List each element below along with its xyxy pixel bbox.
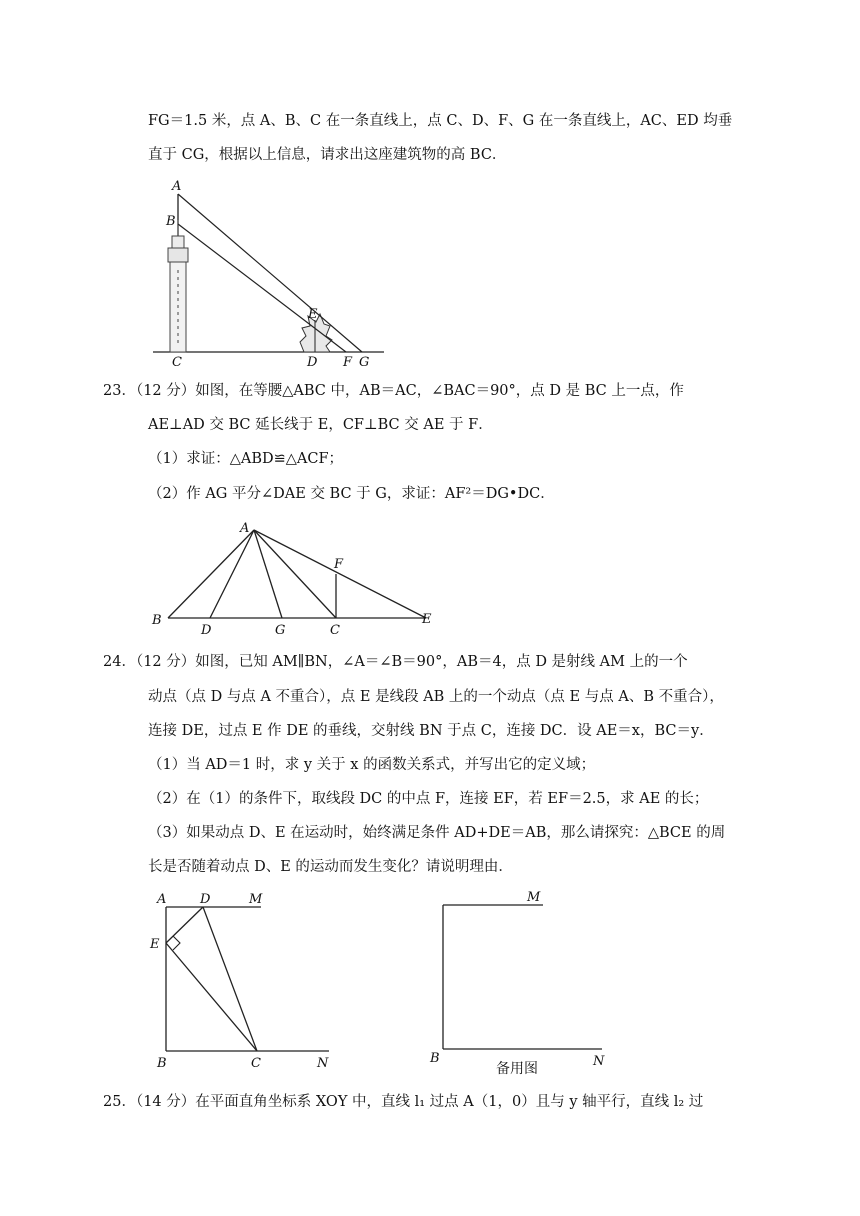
q22-figure [150,180,390,370]
q25-text-line1: 25．（14 分）在平面直角坐标系 XOY 中，直线 l₁ 过点 A（1，0）且与 y 轴平行，直线 l₂ 过 [103,1094,704,1110]
q24-figure-main [145,885,345,1085]
right-angle-mark-icon [173,936,180,950]
label-E: E [422,612,432,627]
q24-part3-line2: 长是否随着动点 D、E 的运动而发生变化？请说明理由． [148,859,513,875]
label-A: A [240,521,250,536]
label-E: E [308,307,318,322]
q24-text-line2: 动点（点 D 与点 A 不重合），点 E 是线段 AB 上的一个动点（点 E 与点 A、B 不重合）， [148,689,724,705]
label-G: G [359,355,370,370]
label-D: D [201,623,212,638]
q23-figure [150,520,450,640]
label-M: M [527,890,541,905]
label-D: D [200,892,211,907]
label-C: C [172,355,182,370]
q22-text-line2: 直于 CG，根据以上信息，请求出这座建筑物的高 BC． [148,147,507,163]
label-B: B [157,1056,167,1071]
q24-part3-line1: （3）如果动点 D、E 在运动时，始终满足条件 AD+DE＝AB，那么请探究：△BCE 的周 [148,825,726,841]
tower-icon [168,220,188,352]
q24-figure-spare [425,885,625,1085]
q24-text-line3: 连接 DE，过点 E 作 DE 的垂线，交射线 BN 于点 C，连接 DC．设 AE＝x，BC＝y． [148,723,714,739]
label-C: C [330,623,340,638]
label-A: A [157,892,167,907]
q24-part2: （2）在（1）的条件下，取线段 DC 的中点 F，连接 EF，若 EF＝2.5，求 AE 的长； [148,791,709,807]
label-G: G [275,623,286,638]
q24-text-line1: 24．（12 分）如图，已知 AM∥BN，∠A＝∠B＝90°，AB＝4，点 D 是射线 AM 上的一个 [103,654,688,670]
label-M: M [249,892,263,907]
label-E: E [150,937,160,952]
spare-figure-caption: 备用图 [496,1061,538,1077]
label-B: B [430,1051,440,1066]
label-B: B [166,214,176,229]
label-B: B [152,613,162,628]
q22-text-line1: FG＝1.5 米，点 A、B、C 在一条直线上，点 C、D、F、G 在一条直线上，AC、ED 均垂 [148,113,733,129]
q24-part1: （1）当 AD＝1 时，求 y 关于 x 的函数关系式，并写出它的定义域； [148,757,596,773]
label-F: F [334,557,344,572]
label-N: N [593,1054,605,1069]
label-N: N [317,1056,329,1071]
label-F: F [343,355,353,370]
q23-text-line2: AE⊥AD 交 BC 延长线于 E，CF⊥BC 交 AE 于 F． [148,417,493,433]
label-A: A [172,179,182,194]
label-D: D [307,355,318,370]
label-C: C [251,1056,261,1071]
q23-part2: （2）作 AG 平分∠DAE 交 BC 于 G，求证：AF²＝DG•DC． [148,486,555,502]
q23-text-line1: 23．（12 分）如图，在等腰△ABC 中，AB＝AC，∠BAC＝90°，点 D 是 BC 上一点，作 [103,383,684,399]
q23-part1: （1）求证：△ABD≌△ACF； [148,451,344,467]
